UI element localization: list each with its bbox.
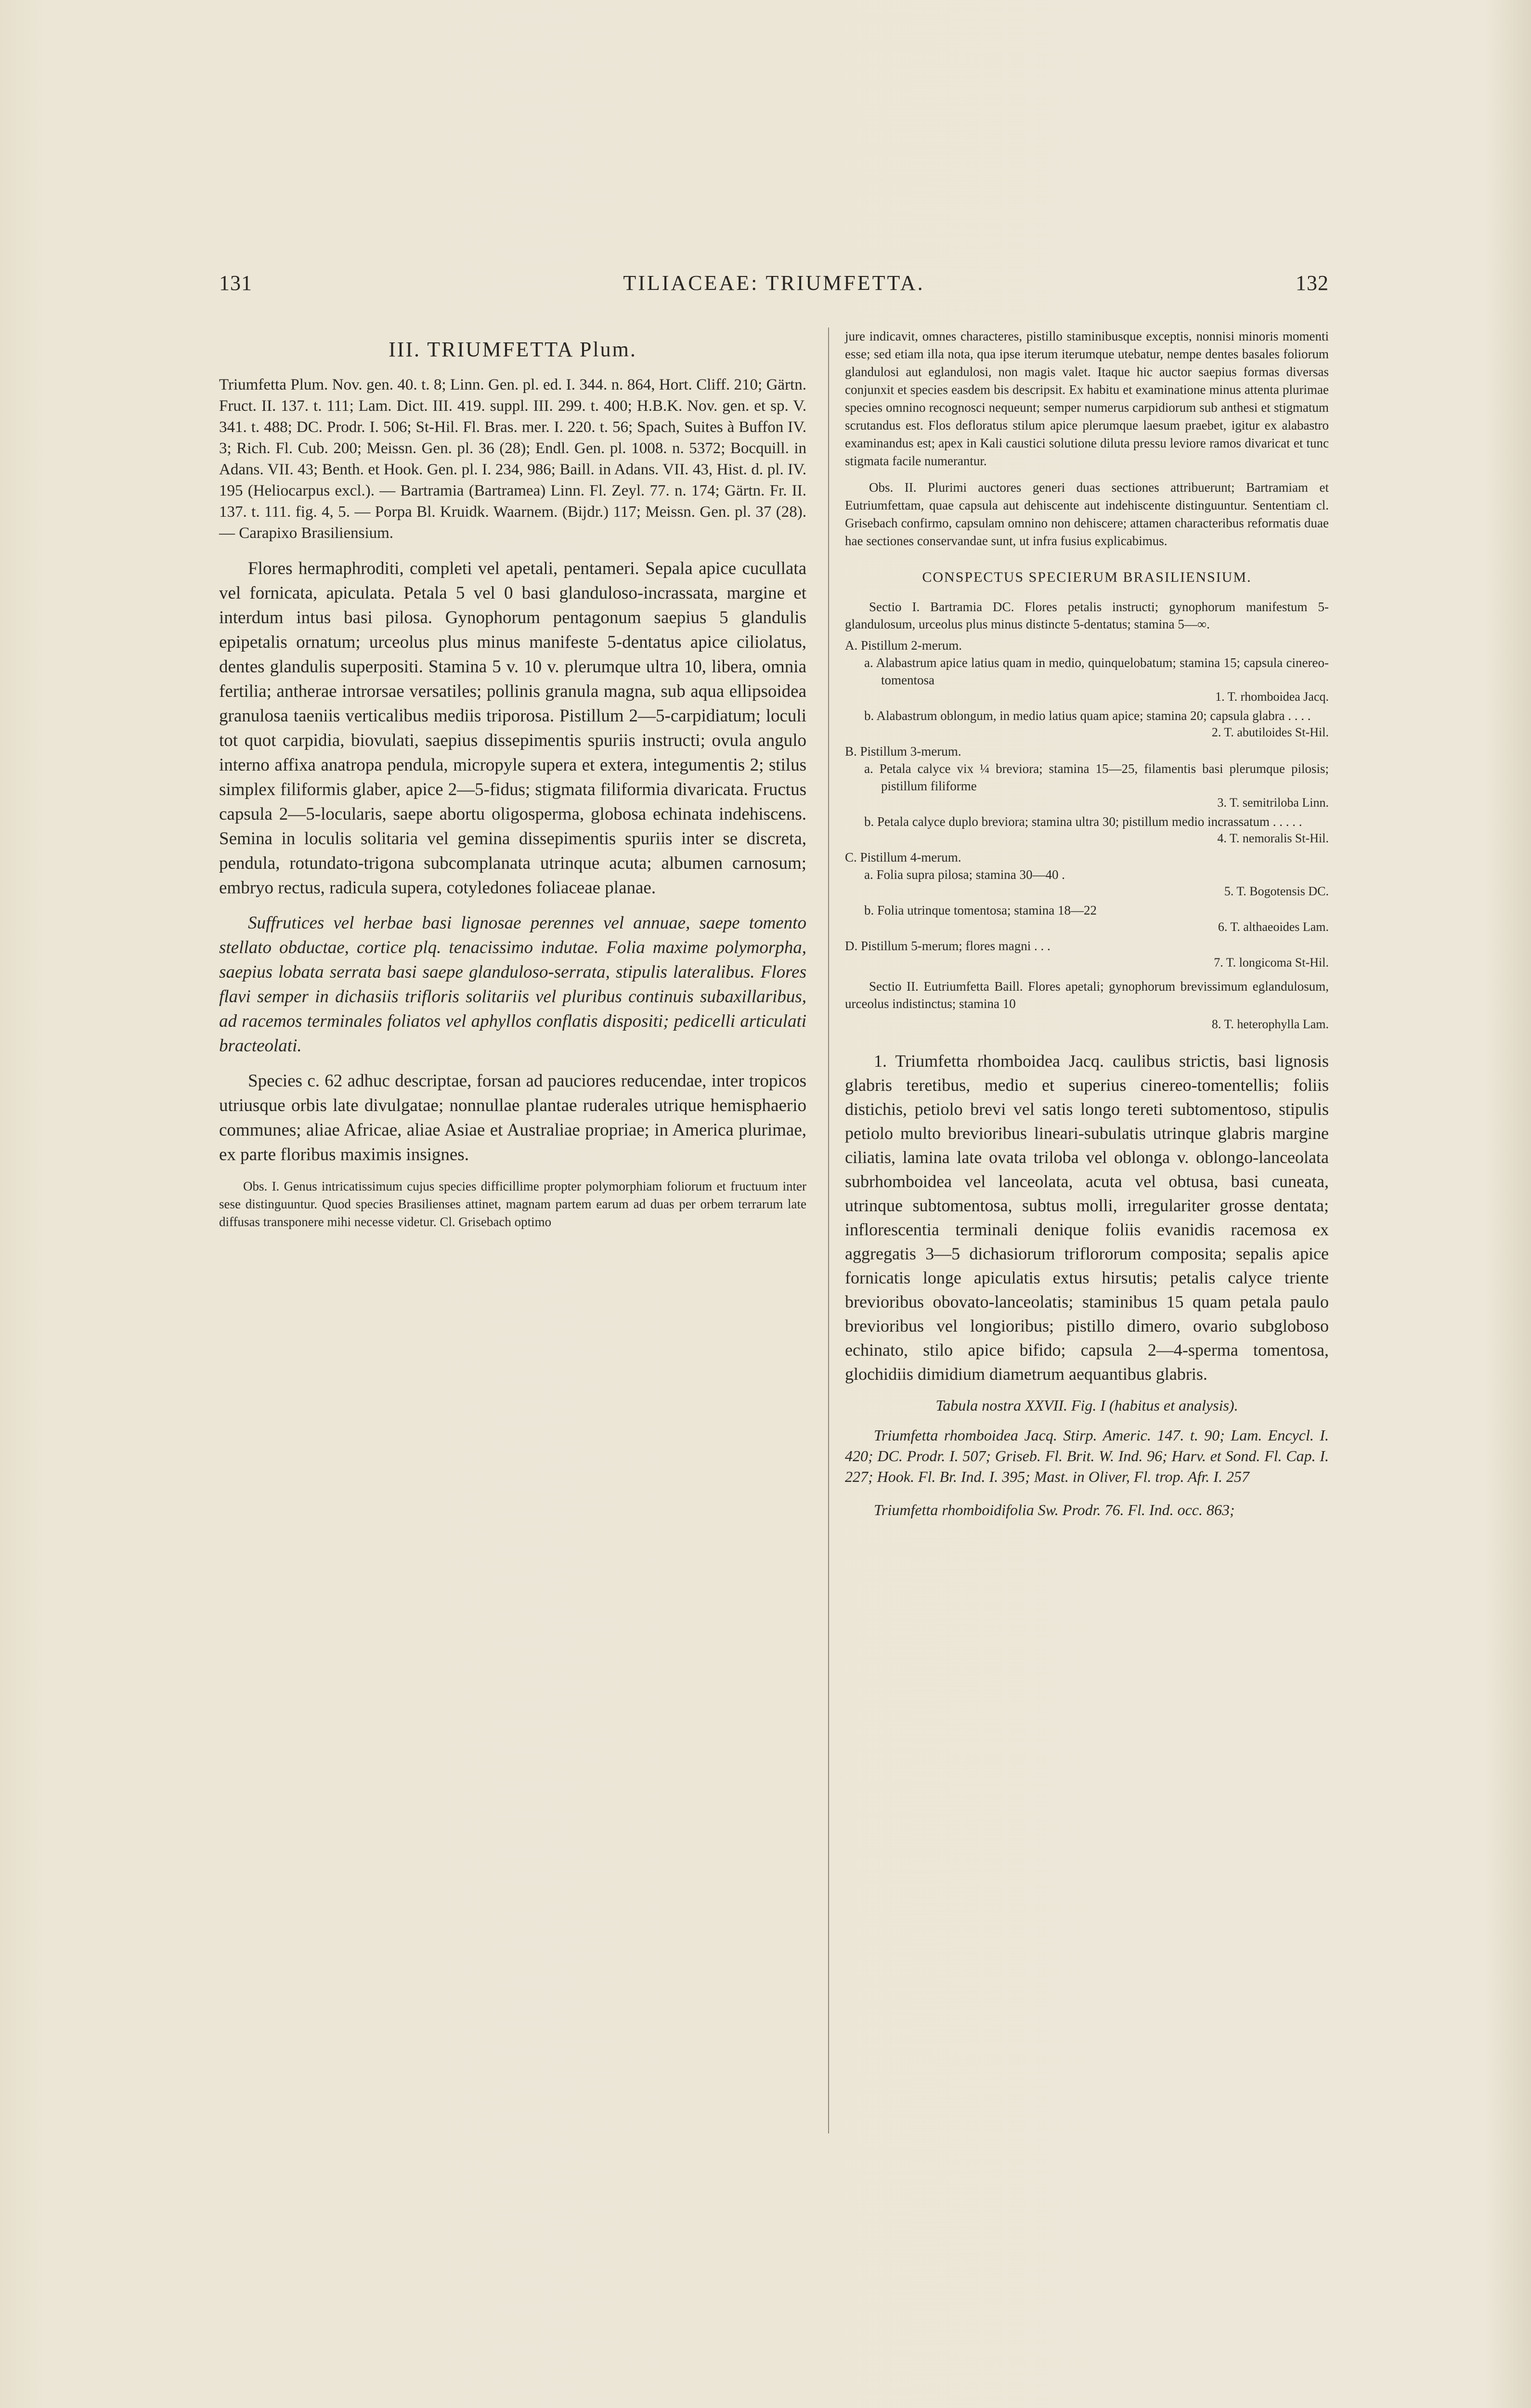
key-b1: a. Petala calyce vix ¼ breviora; stamina 15—25, filamentis basi plerumque pilosis; pistillum filiforme bbox=[864, 761, 1329, 793]
species-1-description: 1. Triumfetta rhomboidea Jacq. caulibus strictis, basi lignosis glabris teretibus, medio et superius cinereo-tomentellis; foliis distichis, petiolo brevi vel satis longo tereti subtomentoso, stipulis petiolo multo brevioribus lineari-subulatis utrinque glabris margine ciliatis, lamina late ovata triloba vel oblonga v. oblongo-lanceolata subrhomboidea vel lanceolata, acuta vel obtusa, basi cuneata, utrinque subtomentosa, subtus molli, irregulariter grosse dentata; inflorescentia terminali denique foliis evanidis racemosa ex aggregatis 3—5 dichasiorum triflororum composita; sepalis apice fornicatis longe apiculatis extus hirsutis; petalis calyce triente brevioribus obovato-lanceolatis; staminibus 15 quam petala paulo brevioribus vel longioribus; pistillo dimero, ovario subgloboso echinato, stilo apice bifido; capsula 2—4-sperma tomentosa, glochidiis dimidium diametrum aequantibus glabris. bbox=[845, 1051, 1329, 1384]
species-key-2: 2. T. abutiloides St-Hil. bbox=[1211, 725, 1329, 739]
running-head bbox=[219, 271, 1329, 304]
species-key-6: 6. T. althaeoides Lam. bbox=[1218, 920, 1329, 934]
species-1-synonym-1: Triumfetta rhomboidea Jacq. Stirp. Americ. 147. t. 90; Lam. Encycl. I. 420; DC. Prodr. I. 507; Griseb. Fl. Brit. W. Ind. 96; Harv. et Sond. Fl. Cap. I. 227; Hook. Fl. Br. Ind. I. 395; Mast. in Oliver, Fl. trop. Afr. I. 257 bbox=[845, 1426, 1329, 1485]
species-key-5: 5. T. Bogotensis DC. bbox=[1224, 884, 1329, 898]
genus-heading: III. TRIUMFETTA Plum. bbox=[389, 338, 637, 361]
genus-habit: Suffrutices vel herbae basi lignosae perennes vel annuae, saepe tomento stellato obductae, cortice plq. tenacissimo indutae. Folia maxime polymorpha, saepius lobata serrata basi saepe glanduloso-serrata, stipulis lateralibus. Flores flavi semper in dichasiis trifloris solitariis vel pluribus continuis subaxillaribus, ad racemos terminales foliatos vel aphyllos conflatis dispositi; pedicelli articulati bracteolati. bbox=[219, 913, 806, 1056]
species-key-1: 1. T. rhomboidea Jacq. bbox=[1215, 690, 1329, 704]
running-title: TILIACEAE: TRIUMFETTA. bbox=[623, 271, 925, 295]
species-key-3: 3. T. semitriloba Linn. bbox=[1217, 796, 1329, 810]
observation-1-continued: jure indicavit, omnes characteres, pistillo staminibusque exceptis, nonnisi minoris momenti esse; sed etiam illa nota, qua ipse iterum iterumque utebatur, nempe dentes basales foliorum glandulosi aut eglandulosi, non magis valet. Itaque hic auctor saepius formas diversas conjunxit et species easdem bis descripsit. Ex habitu et examinatione minus attenta plurimae species omnino recognosci nequeunt; semper numerus carpidiorum sub anthesi et stigmatum scrutandus est. Flos defloratus stilum apice plerumque laesum praebet, igitur ex alabastro examinandus est; apex in Kali caustici solutione diluta pressu leviore ramos divaricat et tunc stigmata facile numerantur. bbox=[845, 329, 1329, 468]
observation-1: Obs. I. Genus intricatissimum cujus species difficillime propter polymorphiam foliorum et fructuum inter sese distinguuntur. Quod species Brasilienses attinet, magnam partem earum ad duas per orbem terrarum late diffusas transponere mihi necesse videtur. Cl. Grisebach optimo bbox=[219, 1179, 806, 1229]
key-a2: b. Alabastrum oblongum, in medio latius quam apice; stamina 20; capsula glabra . . . . bbox=[864, 708, 1311, 723]
left-page-number: 131 bbox=[219, 271, 252, 295]
genus-synonymy: Triumfetta Plum. Nov. gen. 40. t. 8; Linn. Gen. pl. ed. I. 344. n. 864, Hort. Cliff. 210; Gärtn. Fruct. II. 137. t. 111; Lam. Dict. III. 419. suppl. III. 299. t. 400; H.B.K. Nov. gen. et sp. V. 341. t. 488; DC. Prodr. I. 506; St-Hil. Fl. Bras. mer. I. 220. t. 56; Spach, Suites à Buffon IV. 3; Rich. Fl. Cub. 200; Meissn. Gen. pl. 36 (28); Endl. Gen. pl. 1008. n. 5372; Bocquill. in Adans. VII. 43; Benth. et Hook. Gen. pl. I. 234, 986; Baill. in Adans. VII. 43, Hist. d. pl. IV. 195 (Heliocarpus excl.). — Bartramia (Bartramea) Linn. Fl. Zeyl. 77. n. 174; Gärtn. Fr. II. 137. t. 111. fig. 4, 5. — Porpa Bl. Kruidk. Waarnem. (Bijdr.) 117; Meissn. Gen. pl. 37 (28). — Carapixo Brasiliensium. bbox=[219, 376, 806, 542]
key-b: B. Pistillum 3-merum. bbox=[845, 744, 961, 759]
key-d: D. Pistillum 5-merum; flores magni . . . bbox=[845, 939, 1051, 953]
species-key-7: 7. T. longicoma St-Hil. bbox=[1214, 955, 1329, 969]
sectio-1: Sectio I. Bartramia DC. Flores petalis instructi; gynophorum manifestum 5-glandulosum, urceolus plus minus distincte 5-dentatus; stamina 5—∞. bbox=[845, 600, 1329, 631]
plate-reference: Tabula nostra XXVII. Fig. I (habitus et analysis). bbox=[935, 1397, 1238, 1414]
left-column bbox=[219, 327, 806, 1240]
key-a: A. Pistillum 2-merum. bbox=[845, 638, 962, 653]
species-key-4: 4. T. nemoralis St-Hil. bbox=[1217, 831, 1329, 845]
section-spacer bbox=[845, 1034, 1329, 1049]
conspectus-heading: CONSPECTUS SPECIERUM BRASILIENSIUM. bbox=[922, 569, 1252, 585]
key-c: C. Pistillum 4-merum. bbox=[845, 850, 961, 864]
right-column bbox=[845, 327, 1329, 1533]
key-c1: a. Folia supra pilosa; stamina 30—40 . bbox=[864, 867, 1065, 882]
right-page-number: 132 bbox=[1296, 271, 1329, 295]
species-key-8: 8. T. heterophylla Lam. bbox=[1211, 1017, 1329, 1031]
observation-2: Obs. II. Plurimi auctores generi duas sectiones attribuerunt; Bartramiam et Eutriumfettam, quae capsula aut dehiscente aut indehiscente distinguuntur. Sententiam cl. Grisebach confirmo, capsulam omnino non dehiscere; attamen characteribus reformatis duae hae sectiones conservandae sunt, ut infra fusius explicabimus. bbox=[845, 480, 1329, 548]
species-1-synonym-2: Triumfetta rhomboidifolia Sw. Prodr. 76. Fl. Ind. occ. 863; bbox=[874, 1501, 1235, 1518]
genus-description: Flores hermaphroditi, completi vel apetali, pentameri. Sepala apice cucullata vel fornicata, apiculata. Petala 5 vel 0 basi glanduloso-incrassata, margine et interdum intus basi pilosa. Gynophorum pentagonum saepius 5 glandulis epipetalis ornatum; urceolus plus minus manifeste 5-dentatus apice ciliolatus, dentes glandulis superpositi. Stamina 5 v. 10 v. plerumque ultra 10, libera, omnia fertilia; antherae introrsae versatiles; pollinis granula magna, sub aqua ellipsoidea granulosa taeniis verticalibus mediis triporosa. Pistillum 2—5-carpidiatum; loculi tot quot carpidia, biovulati, saepius dissepimentis spuriis instructi; ovula angulo interno affixa anatropa pendula, micropyle supera et extera, integumentis 2; stilus simplex filiformis glaber, apice 2—5-fidus; stigmata filiformia divaricata. Fructus capsula 2—5-locularis, saepe abortu oligosperma, globosa echinata indehiscens. Semina in loculis solitaria vel gemina dissepimentis spuriis inter se discreta, pendula, rotundato-trigona subcomplanata utrinque acuta; albumen carnosum; embryo rectus, radicula supera, cotyledones foliaceae planae. bbox=[219, 559, 806, 898]
column-divider bbox=[828, 327, 829, 2133]
key-a1: a. Alabastrum apice latius quam in medio, quinquelobatum; stamina 15; capsula cinereo-tomentosa bbox=[864, 655, 1329, 687]
key-b2: b. Petala calyce duplo breviora; stamina ultra 30; pistillum medio incrassatum . . . . . bbox=[864, 814, 1302, 829]
key-c2: b. Folia utrinque tomentosa; stamina 18—22 bbox=[864, 903, 1097, 917]
sectio-2: Sectio II. Eutriumfetta Baill. Flores apetali; gynophorum brevissimum eglandulosum, urceolus indistinctus; stamina 10 bbox=[845, 979, 1329, 1011]
species-note: Species c. 62 adhuc descriptae, forsan ad pauciores reducendae, inter tropicos utriusque orbis late divulgatae; nonnullae plantae ruderales utrique hemisphaerio communes; aliae Africae, aliae Asiae et Australiae propriae; in America plurimae, ex parte floribus maximis insignes. bbox=[219, 1071, 806, 1165]
